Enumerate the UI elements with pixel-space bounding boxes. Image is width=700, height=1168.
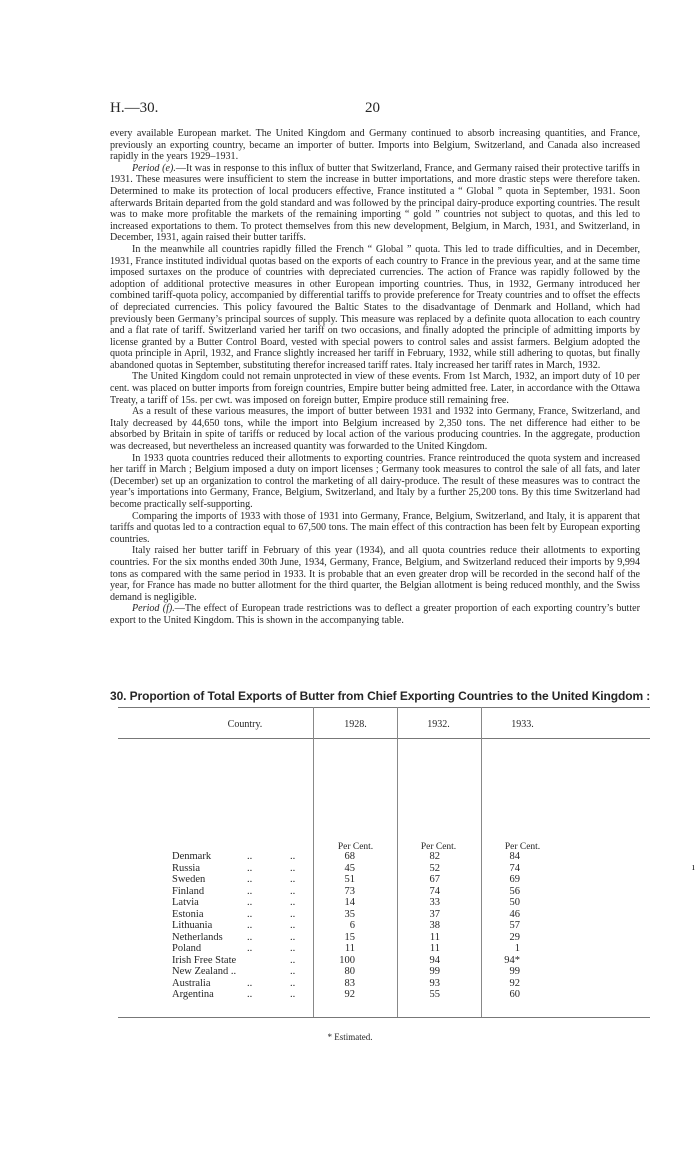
table-header-rule <box>118 738 650 739</box>
paragraph: every available European market. The United Kingdom and Germany continued to absorb increasing quantities, and France, previously an exporting country, became an importer of butter. Imports into Belgium, Switzerland, and Canada also increased rapidly in the years 1929–1931. <box>110 128 640 163</box>
table-body <box>0 851 700 1001</box>
value-1933-cell: 84 <box>509 851 520 862</box>
leader-dots: .. <box>290 885 296 897</box>
period-label: Period (f). <box>132 603 175 615</box>
value-1933-cell: 99 <box>509 966 520 977</box>
value-1933-cell: 60 <box>509 989 520 1000</box>
country-cell: New Zealand .. <box>172 966 237 977</box>
value-1932-cell: 74 <box>429 885 440 897</box>
value-1928-cell: 73 <box>344 885 355 897</box>
paragraph: Period (e).—It was in response to this influx of butter that Switzerland, France, and Germany raised their protective tariffs in 1931. These measures were insufficient to stem the increase in butter importations, and more drastic steps were therefore taken. Determined to make its protection of local producers effective, France instituted a “ Global ” quota in September, 1931. Soon afterwards Britain departed from the gold standard and was followed by the principal dairy-produce exporting countries. The result was to make more profitable the markets of the remaining importing “ gold ” countries not subject to quotas, and this led to increased exportations to them. To protect themselves from this new development, Belgium, in March, 1931, and Switzerland, in December, 1931, again raised their butter tariffs. <box>110 162 640 244</box>
leader-dots: .. <box>290 862 296 874</box>
value-1932-cell: 99 <box>429 966 440 977</box>
column-header-1932: 1932. <box>427 719 450 730</box>
table-bottom-rule <box>118 1017 650 1018</box>
value-1933-cell: 1 <box>514 943 520 954</box>
value-1932-cell: 37 <box>429 908 440 920</box>
value-1932-cell: 11 <box>429 943 440 954</box>
leader-dots: .. <box>290 908 296 920</box>
paragraph: Italy raised her butter tariff in February of this year (1934), and all quota countries reduce their allotments to exporting countries. For the six months ended 30th June, 1934, Germany, France, Belgium, and Switzerland reduced their imports by 9,994 tons as compared with the same period in 1933. It is probable that an even greater drop will be recorded in the second half of the year, for France has made no butter allotment for the third quarter, the Belgian allotment is being reduced monthly, and the Swiss demand is negligible. <box>110 545 640 603</box>
country-cell: Estonia <box>172 908 204 920</box>
value-1933-cell: 57 <box>509 920 520 931</box>
value-1928-cell: 14 <box>344 897 355 908</box>
country-cell: Russia <box>172 862 201 874</box>
page-reference: H.—30. <box>110 100 159 116</box>
paragraph: In the meanwhile all countries rapidly filled the French “ Global ” quota. This led to trade difficulties, and in December, 1931, France instituted individual quotas based on the exports of each country to France in the previous year, and at the same time imposed surtaxes on the produce of countries with depreciated currencies. The action of France was rapidly followed by the adoption of additional protective measures in other European importing countries. Thus, in 1932, Germany introduced her combined tariff-quota policy, accompanied by differential tariffs to provide preference for Treaty countries and to offset the effects of depreciated currencies. This policy favoured the Baltic States to the disadvantage of Denmark and Holland, which had previously been Germany’s principal sources of supply. This measure was replaced by a definite quota allocation to each country and a flat rate of tariff. Switzerland varied her tariff on two occasions, and finally adopted the principle of admitting imports by license granted by a Butter Control Board, vested with special powers to control sales and assist farmers. Belgium adopted the quota principle in April, 1932, and France slightly increased her tariff in February, 1932, while still adhering to quotas, but finally abandoned quotas in September, substituting therefor increased tariff rates. Italy increased her tariff rates in March, 1932. <box>110 243 640 371</box>
table-row <box>0 978 700 990</box>
value-1933-cell: 46 <box>509 908 520 920</box>
scan-edge-mark: ı <box>692 862 695 873</box>
page-header <box>110 100 640 120</box>
leader-dots: .. <box>290 931 296 943</box>
leader-dots: .. <box>247 989 253 1000</box>
leader-dots: .. <box>247 897 253 908</box>
value-1933-cell: 74 <box>509 862 520 874</box>
table-row <box>0 863 700 875</box>
value-1928-cell: 11 <box>344 943 355 954</box>
country-cell: Sweden <box>172 874 206 885</box>
value-1932-cell: 55 <box>429 989 440 1000</box>
table-row <box>0 886 700 898</box>
period-label: Period (e). <box>132 162 176 174</box>
paragraph: As a result of these various measures, the import of butter between 1931 and 1932 into Germany, France, Switzerland, and Italy decreased by 44,650 tons, while the import into Belgium increased by 2,350 tons. The net difference had either to be absorbed by Britain in spite of tariffs or reduced by local action of the various producing countries. In the aggregate, production was decreased, but nevertheless an increased quantity was forwarded to the United Kingdom. <box>110 406 640 453</box>
leader-dots: .. <box>290 920 296 931</box>
value-1928-cell: 68 <box>344 851 355 862</box>
leader-dots: .. <box>247 977 253 989</box>
leader-dots: .. <box>290 954 296 966</box>
table-row <box>0 989 700 1001</box>
leader-dots: .. <box>290 897 296 908</box>
unit-label: Per Cent. <box>504 842 541 852</box>
table-row <box>0 909 700 921</box>
country-cell: Netherlands <box>172 931 223 943</box>
table-row <box>0 955 700 967</box>
value-1932-cell: 38 <box>429 920 440 931</box>
leader-dots: .. <box>290 851 296 862</box>
leader-dots: .. <box>290 943 296 954</box>
value-1928-cell: 83 <box>344 977 355 989</box>
table-title: 30. Proportion of Total Exports of Butter from Chief Exporting Countries to the United Kingdom : <box>110 689 651 703</box>
table-row <box>0 851 700 863</box>
value-1933-cell: 69 <box>509 874 520 885</box>
leader-dots: .. <box>247 931 253 943</box>
leader-dots: .. <box>247 920 253 931</box>
paragraph: In 1933 quota countries reduced their allotments to exporting countries. France reintroduced the quota system and increased her tariff in March ; Belgium imposed a duty on import licenses ; Germany took measures to control the sale of all fats, and later (December) set up an organization to control the marketing of all dairy-produce. The result of these measures was to contract the year’s importations into Germany, France, Belgium, Switzerland, and Italy by a further 25,200 tons. By this time Switzerland had become practically self-supporting. <box>110 452 640 510</box>
country-cell: Irish Free State <box>172 954 237 966</box>
value-1928-cell: 51 <box>344 874 355 885</box>
value-1932-cell: 93 <box>429 977 440 989</box>
country-cell: Latvia <box>172 897 199 908</box>
table-row <box>0 897 700 909</box>
unit-label: Per Cent. <box>337 842 374 852</box>
table-row <box>0 932 700 944</box>
value-1933-cell: 92 <box>509 977 520 989</box>
value-1928-cell: 92 <box>344 989 355 1000</box>
unit-label: Per Cent. <box>420 842 457 852</box>
value-1932-cell: 82 <box>429 851 440 862</box>
value-1933-cell: 29 <box>509 931 520 943</box>
country-cell: Lithuania <box>172 920 213 931</box>
value-1933-cell: 50 <box>509 897 520 908</box>
country-cell: Argentina <box>172 989 214 1000</box>
country-cell: Australia <box>172 977 211 989</box>
value-1928-cell: 15 <box>344 931 355 943</box>
value-1932-cell: 11 <box>429 931 440 943</box>
value-1933-cell: 94* <box>504 954 520 966</box>
column-header-1933: 1933. <box>511 719 534 730</box>
leader-dots: .. <box>247 851 253 862</box>
leader-dots: .. <box>290 989 296 1000</box>
body-text <box>110 128 640 627</box>
page-number: 20 <box>365 100 380 116</box>
table-footnote: * Estimated. <box>327 1032 373 1042</box>
country-cell: Denmark <box>172 851 212 862</box>
leader-dots: .. <box>247 943 253 954</box>
value-1932-cell: 52 <box>429 862 440 874</box>
value-1928-cell: 100 <box>339 954 355 966</box>
leader-dots: .. <box>290 977 296 989</box>
table-row <box>0 874 700 886</box>
country-cell: Poland <box>172 943 202 954</box>
value-1928-cell: 45 <box>344 862 355 874</box>
leader-dots: .. <box>290 874 296 885</box>
value-1933-cell: 56 <box>509 885 520 897</box>
value-1932-cell: 67 <box>429 874 440 885</box>
leader-dots: .. <box>247 908 253 920</box>
value-1928-cell: 35 <box>344 908 355 920</box>
leader-dots: .. <box>290 966 296 977</box>
table-top-rule <box>118 707 650 708</box>
leader-dots: .. <box>247 885 253 897</box>
paragraph: Comparing the imports of 1933 with those of 1931 into Germany, France, Belgium, Switzerland, and Italy, it is apparent that tariffs and quotas led to a contraction equal to 67,500 tons. The main effect of this contraction has been felt by European exporting countries. <box>110 510 640 545</box>
value-1932-cell: 33 <box>429 897 440 908</box>
value-1928-cell: 80 <box>344 966 355 977</box>
country-cell: Finland <box>172 885 205 897</box>
column-header-country: Country. <box>227 719 263 730</box>
table-row <box>0 920 700 932</box>
table-row <box>0 943 700 955</box>
column-header-1928: 1928. <box>344 719 367 730</box>
paragraph: Period (f).—The effect of European trade restrictions was to deflect a greater proportion of each exporting country’s butter export to the United Kingdom. This is shown in the accompanying table. <box>110 603 641 626</box>
leader-dots: .. <box>247 874 253 885</box>
leader-dots: .. <box>247 862 253 874</box>
table-row <box>0 966 700 978</box>
paragraph: The United Kingdom could not remain unprotected in view of these events. From 1st March, 1932, an import duty of 10 per cent. was placed on butter imports from foreign countries, Empire butter being admitted free. Later, in accordance with the Ottawa Treaty, a tariff of 15s. per cwt. was imposed on foreign butter, Empire produce still remaining free. <box>110 371 640 406</box>
value-1928-cell: 6 <box>349 920 355 931</box>
value-1932-cell: 94 <box>429 954 440 966</box>
